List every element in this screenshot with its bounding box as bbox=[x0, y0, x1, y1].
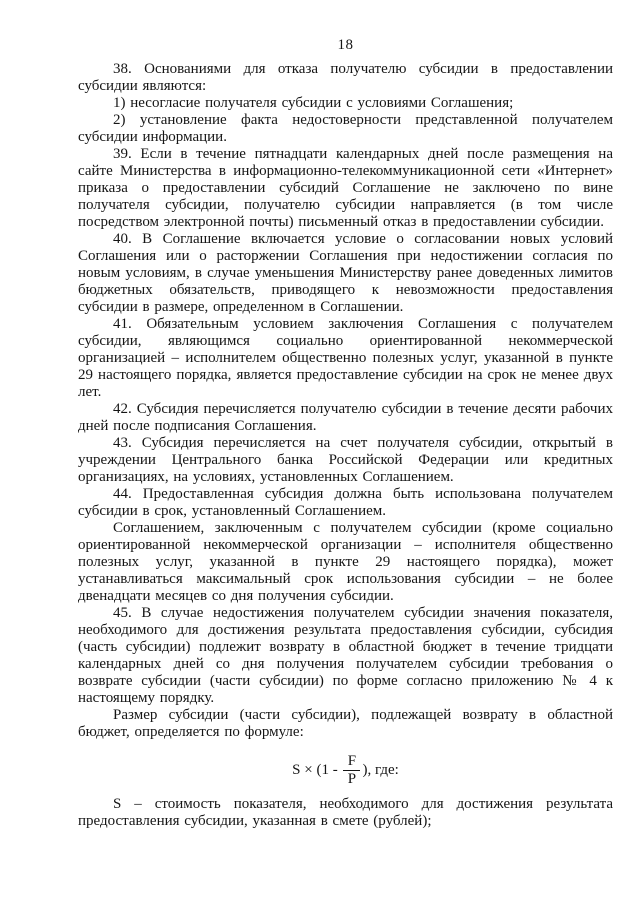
paragraph: 41. Обязательным условием заключения Соглашения с получателем субсидии, являющимся социально ориентированной некоммерческой организацией – исполнителем общественно полезных услуг, указанной в пункте 29 настоящего порядка, является предоставление субсидии на срок не менее двух лет. bbox=[78, 316, 613, 400]
paragraph: Соглашением, заключенным с получателем субсидии (кроме социально ориентированной некоммерческой организации – исполнителя общественно полезных услуг, указанной в пункте 29 настоящего порядка), может устанавливаться максимальный срок использования субсидии – не более двенадцати месяцев со дня получения субсидии. bbox=[78, 520, 613, 604]
formula bbox=[78, 754, 613, 787]
document-body bbox=[78, 61, 613, 741]
paragraph: 40. В Соглашение включается условие о согласовании новых условий Соглашения или о расторжении Соглашения при недостижении согласия по новым условиям, в случае уменьшения Министерству ранее доведенных лимитов бюджетных обязательств, приводящего к невозможности предоставления субсидии в размере, определенном в Соглашении. bbox=[78, 231, 613, 315]
formula-prefix: S × (1 - bbox=[292, 762, 342, 778]
paragraph: 38. Основаниями для отказа получателю субсидии в предоставлении субсидии являются: bbox=[78, 61, 613, 94]
fraction-denominator: P bbox=[347, 771, 357, 787]
formula-definitions bbox=[78, 796, 613, 830]
paragraph: Размер субсидии (части субсидии), подлежащей возврату в областной бюджет, определяется по формуле: bbox=[78, 707, 613, 740]
paragraph: 39. Если в течение пятнадцати календарных дней после размещения на сайте Министерства в информационно-телекоммуникационной сети «Интернет» приказа о предоставлении субсидий Соглашение не заключено по вине получателя субсидии, получателю субсидии направляется (в том числе посредством электронной почты) письменный отказ в предоставлении субсидии. bbox=[78, 146, 613, 230]
definition-paragraph: S – стоимость показателя, необходимого для достижения результата предоставления субсидии, указанная в смете (рублей); bbox=[78, 796, 613, 829]
paragraph: 43. Субсидия перечисляется на счет получателя субсидии, открытый в учреждении Центрального банка Российской Федерации или кредитных организациях, на условиях, установленных Соглашением. bbox=[78, 435, 613, 485]
formula-suffix: ), где: bbox=[362, 762, 399, 778]
page-number: 18 bbox=[337, 37, 354, 53]
formula-fraction bbox=[343, 754, 360, 787]
paragraph: 45. В случае недостижения получателем субсидии значения показателя, необходимого для достижения результата предоставления субсидии, субсидия (часть субсидии) подлежит возврату в областной бюджет в течение тридцати календарных дней со дня получения получателем субсидии требования о возврате субсидии (части субсидии) по форме согласно приложению № 4 к настоящему порядку. bbox=[78, 605, 613, 706]
paragraph: 42. Субсидия перечисляется получателю субсидии в течение десяти рабочих дней после подписания Соглашения. bbox=[78, 401, 613, 434]
paragraph: 44. Предоставленная субсидия должна быть использована получателем субсидии в срок, установленный Соглашением. bbox=[78, 486, 613, 519]
fraction-numerator: F bbox=[347, 753, 357, 769]
paragraph: 2) установление факта недостоверности представленной получателем субсидии информации. bbox=[78, 112, 613, 145]
paragraph: 1) несогласие получателя субсидии с условиями Соглашения; bbox=[113, 95, 514, 111]
